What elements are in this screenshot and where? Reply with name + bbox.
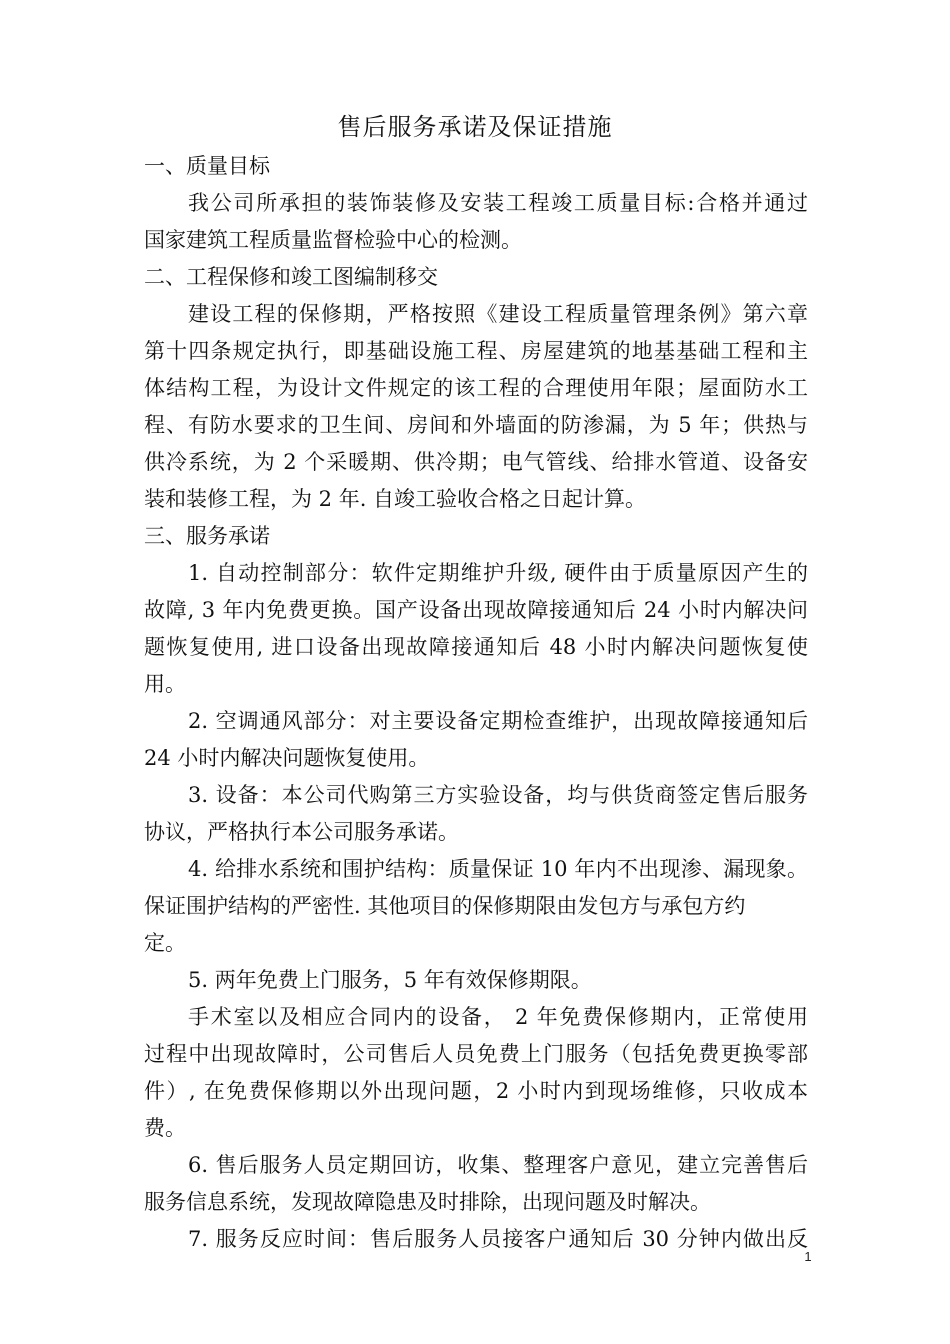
document-title: 售后服务承诺及保证措施 — [337, 113, 613, 141]
text-line: 定。 — [144, 931, 186, 955]
text-line: 7. 服务反应时间：售后服务人员接客户通知后 30 分钟内做出反 — [188, 1227, 808, 1251]
text-line: 保证围护结构的严密性. 其他项目的保修期限由发包方与承包方约 — [144, 894, 746, 918]
text-line: 服务信息系统，发现故障隐患及时排除，出现问题及时解决。 — [144, 1190, 711, 1214]
text-line: 手术室以及相应合同内的设备， 2 年免费保修期内，正常使用 — [188, 1005, 808, 1029]
text-line: 2. 空调通风部分：对主要设备定期检查维护，出现故障接通知后 — [188, 709, 808, 733]
text-line: 二、工程保修和竣工图编制移交 — [144, 265, 438, 289]
text-line: 费。 — [144, 1116, 186, 1140]
page-number: 1 — [804, 1249, 812, 1264]
text-line: 1. 自动控制部分：软件定期维护升级, 硬件由于质量原因产生的 — [188, 561, 808, 585]
text-line: 一、质量目标 — [144, 154, 270, 178]
text-line: 我公司所承担的装饰装修及安装工程竣工质量目标:合格并通过 — [188, 191, 808, 215]
text-line: 建设工程的保修期，严格按照《建设工程质量管理条例》第六章 — [188, 302, 808, 326]
text-line: 三、服务承诺 — [144, 524, 270, 548]
text-line: 装和装修工程，为 2 年. 自竣工验收合格之日起计算。 — [144, 487, 647, 511]
text-line: 3. 设备：本公司代购第三方实验设备，均与供货商签定售后服务 — [188, 783, 808, 807]
text-line: 程、有防水要求的卫生间、房间和外墙面的防渗漏，为 5 年；供热与 — [144, 413, 808, 437]
document-body — [144, 148, 808, 1258]
text-line: 4. 给排水系统和围护结构：质量保证 10 年内不出现渗、漏现象。 — [188, 857, 808, 881]
text-line: 供冷系统，为 2 个采暖期、供冷期；电气管线、给排水管道、设备安 — [144, 450, 808, 474]
text-line: 题恢复使用, 进口设备出现故障接通知后 48 小时内解决问题恢复使 — [144, 635, 808, 659]
text-line: 24 小时内解决问题恢复使用。 — [144, 746, 430, 770]
text-line: 用。 — [144, 672, 186, 696]
text-line: 第十四条规定执行，即基础设施工程、房屋建筑的地基基础工程和主 — [144, 339, 808, 363]
text-line: 件）, 在免费保修期以外出现问题，2 小时内到现场维修，只收成本 — [144, 1079, 808, 1103]
text-line: 6. 售后服务人员定期回访，收集、整理客户意见，建立完善售后 — [188, 1153, 808, 1177]
text-line: 协议，严格执行本公司服务承诺。 — [144, 820, 459, 844]
text-line: 故障, 3 年内免费更换。国产设备出现故障接通知后 24 小时内解决问 — [144, 598, 808, 622]
text-line: 5. 两年免费上门服务，5 年有效保修期限。 — [188, 968, 592, 992]
text-line: 过程中出现故障时，公司售后人员免费上门服务（包括免费更换零部 — [144, 1042, 808, 1066]
text-line: 国家建筑工程质量监督检验中心的检测。 — [144, 228, 522, 252]
text-line: 体结构工程，为设计文件规定的该工程的合理使用年限；屋面防水工 — [144, 376, 808, 400]
